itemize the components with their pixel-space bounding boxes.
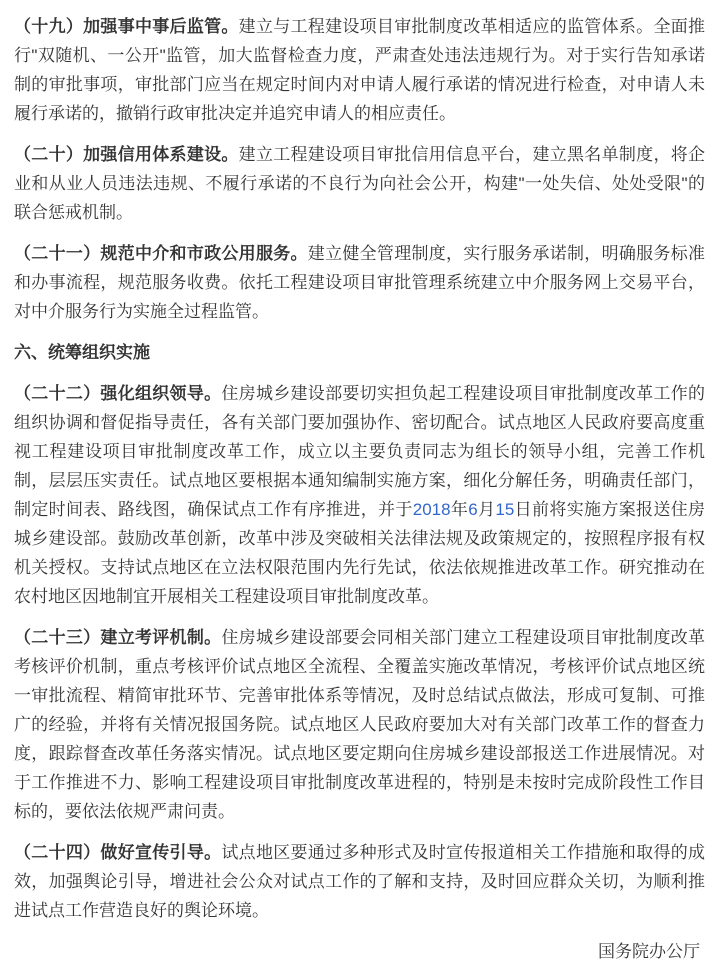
paragraph-lead: （二十）加强信用体系建设。 — [14, 145, 239, 164]
paragraph-21 — [14, 239, 705, 326]
paragraph-lead: 六、统筹组织实施 — [14, 343, 150, 362]
paragraph-text: 月 — [477, 500, 496, 519]
paragraph-lead: （十九）加强事中事后监管。 — [14, 17, 239, 36]
paragraph-text: 住房城乡建设部要会同相关部门建立工程建设项目审批制度改革考核评价机制，重点考核评价试点地区全流程、全覆盖实施改革情况，考核评价试点地区统一审批流程、精简审批环节、完善审批体系等情况，及时总结试点做法，形成可复制、可推广的经验，并将有关情况报国务院。试点地区人民政府要加大对有关部门改革工作的督查力度，跟踪督查改革任务落实情况。试点地区要定期向住房城乡建设部报送工作进展情况。对于工作推进不力、影响工程建设项目审批制度改革进程的，特别是未按时完成阶段性工作目标的，要依法依规严肃问责。 — [14, 628, 706, 821]
paragraph-22 — [14, 379, 705, 611]
paragraph-23 — [14, 623, 705, 826]
paragraph-lead: （二十二）强化组织领导。 — [14, 384, 222, 403]
date-number: 15 — [495, 500, 515, 519]
section-heading-six — [14, 338, 705, 367]
signature — [14, 937, 705, 966]
paragraph-text: 住房城乡建设部要切实担负起工程建设项目审批制度改革工作的组织协调和督促指导责任，各有关部门要加强协作、密切配合。试点地区人民政府要高度重视工程建设项目审批制度改革工作，成立以主要负责同志为组长的领导小组，完善工作机制，层层压实责任。试点地区要根据本通知编制实施方案，细化分解任务，明确责任部门，制定时间表、路线图，确保试点工作有序推进，并于 — [14, 384, 706, 519]
paragraph-text: 年 — [450, 500, 469, 519]
paragraph-text: 建立与工程建设项目审批制度改革相适应的监管体系。全面推行"双随机、一公开"监管，加大监督检查力度，严肃查处违法违规行为。对于实行告知承诺制的审批事项，审批部门应当在规定时间内对申请人履行承诺的情况进行检查，对申请人未履行承诺的，撤销行政审批决定并追究申请人的相应责任。 — [14, 17, 706, 123]
paragraph-20 — [14, 140, 705, 227]
paragraph-lead: （二十一）规范中介和市政公用服务。 — [14, 244, 308, 263]
paragraph-24 — [14, 838, 705, 925]
paragraph-text: 建立工程建设项目审批信用信息平台，建立黑名单制度，将企业和从业人员违法违规、不履行承诺的不良行为向社会公开，构建"一处失信、处处受限"的联合惩戒机制。 — [14, 145, 706, 222]
paragraph-text: 试点地区要通过多种形式及时宣传报道相关工作措施和取得的成效，加强舆论引导，增进社会公众对试点工作的了解和支持，及时回应群众关切，为顺利推进试点工作营造良好的舆论环境。 — [14, 843, 706, 920]
paragraph-lead: （二十四）做好宣传引导。 — [14, 843, 222, 862]
paragraph-19 — [14, 12, 705, 128]
date-number: 2018 — [412, 500, 451, 519]
date-number: 6 — [468, 500, 478, 519]
paragraph-text: 国务院办公厅 — [598, 942, 700, 961]
paragraph-lead: （二十三）建立考评机制。 — [14, 628, 222, 647]
paragraph-text: 日前将实施方案报送住房城乡建设部。鼓励改革创新，改革中涉及突破相关法律法规及政策规定的，按照程序报有权机关授权。支持试点地区在立法权限范围内先行先试，依法依规推进改革工作。研究推动在农村地区因地制宜开展相关工程建设项目审批制度改革。 — [14, 500, 706, 606]
paragraph-text: 建立健全管理制度，实行服务承诺制，明确服务标准和办事流程，规范服务收费。依托工程建设项目审批管理系统建立中介服务网上交易平台，对中介服务行为实施全过程监管。 — [14, 244, 706, 321]
